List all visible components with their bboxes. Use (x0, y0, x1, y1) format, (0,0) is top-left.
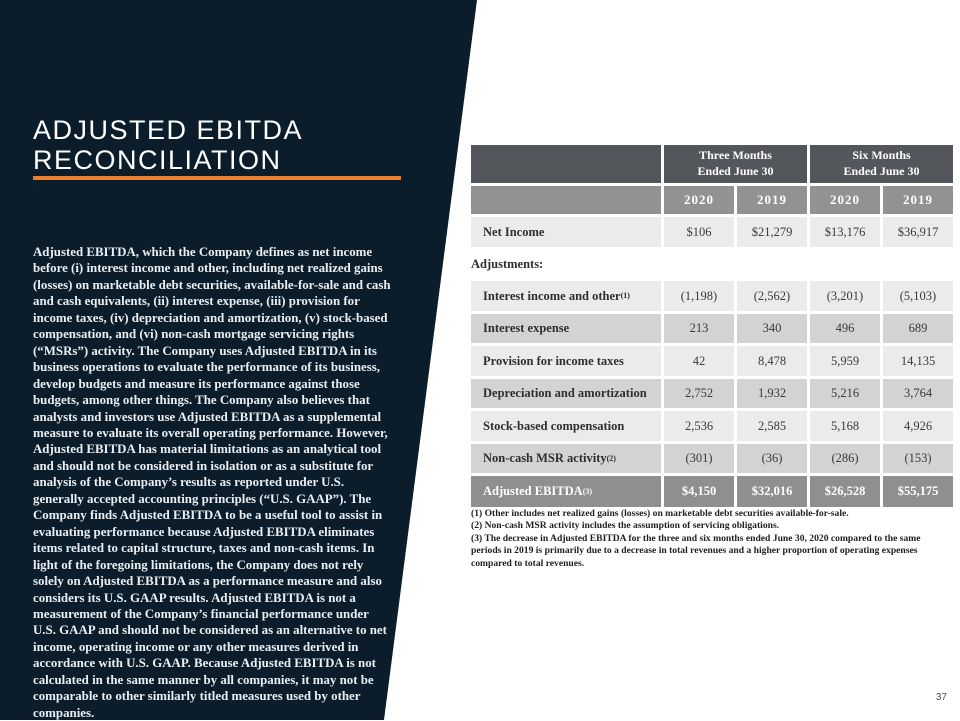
footnote-1: (1) Other includes net realized gains (losses) on marketable debt securities available-for-sale. (471, 508, 849, 519)
page-title-line1: ADJUSTED EBITDA (33, 115, 304, 145)
cell-value: 3,764 (883, 379, 953, 408)
cell-value: (286) (810, 444, 880, 473)
cell-value: 42 (664, 346, 734, 376)
cell-value: 689 (883, 314, 953, 343)
column-group-six-months (810, 145, 953, 183)
cell-value: 1,932 (737, 379, 807, 408)
cell-value: 14,135 (883, 346, 953, 376)
year-header: 2019 (737, 186, 807, 214)
cell-value: $4,150 (664, 476, 734, 507)
cell-value: $106 (664, 217, 734, 247)
group-header-line: Ended June 30 (697, 164, 774, 178)
row-label: Interest income and other (1) (471, 281, 661, 311)
cell-value: 5,959 (810, 346, 880, 376)
table-header-row (471, 145, 953, 183)
page-title (33, 115, 413, 175)
cell-value: $32,016 (737, 476, 807, 507)
cell-value: $36,917 (883, 217, 953, 247)
row-label: Adjusted EBITDA (3) (471, 476, 661, 507)
table-row-depreciation (471, 379, 953, 408)
group-header-line: Three Months (699, 148, 772, 163)
year-header: 2020 (664, 186, 734, 214)
cell-value: 4,926 (883, 411, 953, 441)
cell-value: (5,103) (883, 281, 953, 311)
cell-value: $21,279 (737, 217, 807, 247)
title-accent-rule (33, 176, 401, 180)
cell-value: (153) (883, 444, 953, 473)
group-header-line: Six Months (852, 148, 911, 163)
cell-value: (1,198) (664, 281, 734, 311)
cell-value: 2,536 (664, 411, 734, 441)
row-label: Non-cash MSR activity (2) (471, 444, 661, 473)
table-row-interest-income (471, 281, 953, 311)
body-paragraph: Adjusted EBITDA, which the Company defines as net income before (i) interest income and other, including net realized gains (losses) on marketable debt securities, available-for-sale and cash and cash equivalents, (ii) interest expense, (iii) provision for income taxes, (iv) depreciation and amortization, (v) stock-based compensation, and (vi) non-cash mortgage servicing rights (“MSRs”) activity. The Company uses Adjusted EBITDA in its business operations to evaluate the performance of its business, develop budgets and measure its performance against those budgets, among other things. The Company also believes that analysts and investors use Adjusted EBITDA as a supplemental measure to evaluate its overall operating performance. However, Adjusted EBITDA has material limitations as an analytical tool and should not be considered in isolation or as a substitute for analysis of the Company’s results as reported under U.S. generally accepted accounting principles (“U.S. GAAP”). The Company finds Adjusted EBITDA to be a useful tool to assist in evaluating performance because Adjusted EBITDA eliminates items related to capital structure, taxes and non-cash items. In light of the foregoing limitations, the Company does not rely solely on Adjusted EBITDA as a performance measure and also considers its U.S. GAAP results. Adjusted EBITDA is not a measurement of the Company’s financial performance under U.S. GAAP and should not be considered as an alternative to net income, operating income or any other measures derived in accordance with U.S. GAAP. Because Adjusted EBITDA is not calculated in the same manner by all companies, it may not be comparable to other similarly titled measures used by other companies. (33, 245, 391, 720)
year-header: 2020 (810, 186, 880, 214)
table-row-interest-expense (471, 314, 953, 343)
row-label: Stock-based compensation (471, 411, 661, 441)
cell-value: 2,752 (664, 379, 734, 408)
table-row-adjusted-ebitda-total (471, 476, 953, 507)
header-spacer-cell (471, 145, 661, 183)
footnote-3: (3) The decrease in Adjusted EBITDA for the three and six months ended June 30, 2020 compared to the same periods in 2019 is primarily due to a decrease in total revenues and a higher proportion of operating expenses compared to total revenues. (471, 532, 921, 569)
table-row-income-taxes (471, 346, 953, 376)
page-number: 37 (935, 692, 947, 703)
table-year-row (471, 186, 953, 214)
cell-value: $13,176 (810, 217, 880, 247)
cell-value: $55,175 (883, 476, 953, 507)
cell-value: 340 (737, 314, 807, 343)
footnote-2: (2) Non-cash MSR activity includes the assumption of servicing obligations. (471, 520, 780, 532)
table-row-msr-activity (471, 444, 953, 473)
column-group-three-months (664, 145, 807, 183)
year-spacer-cell (471, 186, 661, 214)
cell-value: 2,585 (737, 411, 807, 441)
cell-value: 8,478 (737, 346, 807, 376)
year-header: 2019 (883, 186, 953, 214)
table-section-adjustments (471, 250, 953, 278)
cell-value: (2,562) (737, 281, 807, 311)
row-label: Provision for income taxes (471, 346, 661, 376)
cell-value: (301) (664, 444, 734, 473)
section-label: Adjustments: (471, 250, 953, 278)
row-label: Interest expense (471, 314, 661, 343)
cell-value: (36) (737, 444, 807, 473)
cell-value: 496 (810, 314, 880, 343)
cell-value: (3,201) (810, 281, 880, 311)
table-row-stock-compensation (471, 411, 953, 441)
ebitda-reconciliation-table (471, 145, 953, 510)
footnotes (471, 508, 953, 570)
cell-value: 213 (664, 314, 734, 343)
group-header-line: Ended June 30 (843, 164, 920, 178)
table-row-net-income (471, 217, 953, 247)
page-title-line2: RECONCILIATION (33, 145, 282, 176)
row-label: Net Income (471, 217, 661, 247)
cell-value: 5,168 (810, 411, 880, 441)
row-label: Depreciation and amortization (471, 379, 661, 408)
cell-value: $26,528 (810, 476, 880, 507)
cell-value: 5,216 (810, 379, 880, 408)
